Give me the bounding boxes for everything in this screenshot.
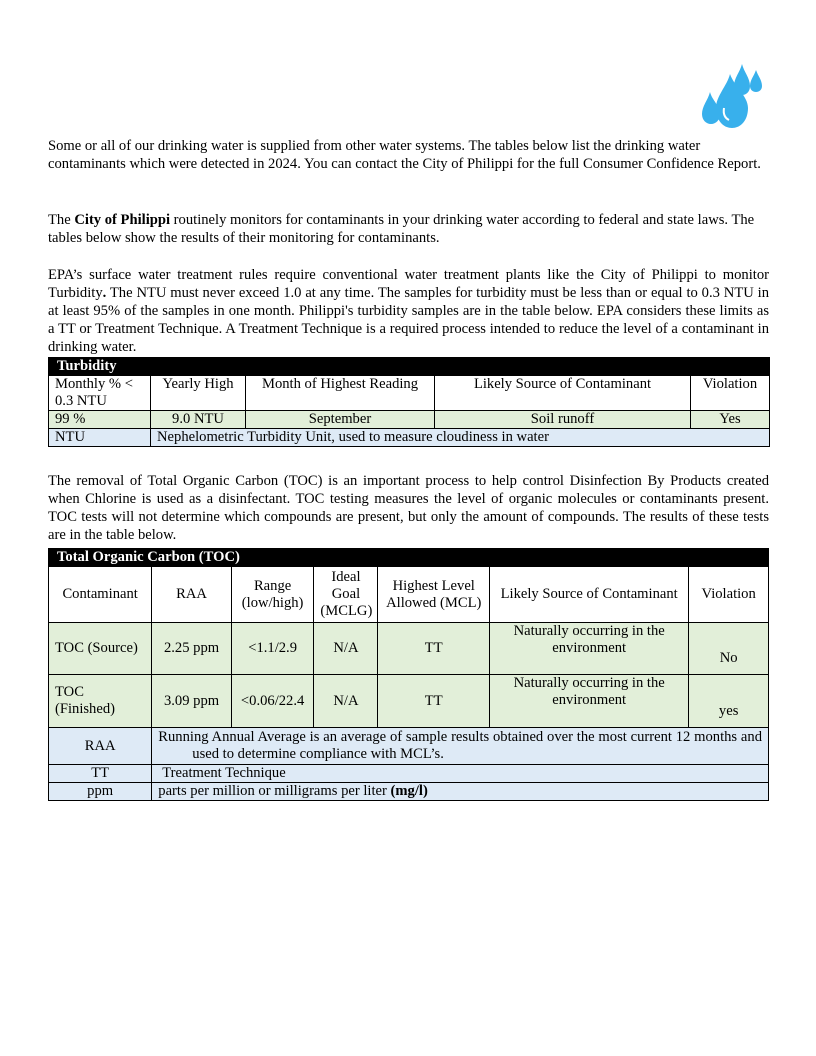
toc-cell-range: <0.06/22.4 [231, 675, 314, 728]
toc-cell-source: Naturally occurring in the environment [490, 675, 689, 728]
turbidity-table [48, 357, 770, 447]
turbidity-table-title: Turbidity [49, 358, 770, 376]
toc-cell-raa: 2.25 ppm [152, 623, 232, 675]
toc-header-range: Range (low/high) [231, 567, 314, 623]
intro-paragraph-1: Some or all of our drinking water is supplied from other water systems. The tables below list the drinking water contaminants which were detected in 2024. You can contact the City of Philippi for the full Consumer Confidence Report. [48, 138, 761, 172]
definition-text: Treatment Technique [152, 765, 769, 783]
turbidity-cell-violation: Yes [691, 411, 770, 429]
turbidity-cell-yearly-high: 9.0 NTU [151, 411, 246, 429]
table-row [49, 623, 769, 675]
toc-header-violation: Violation [689, 567, 769, 623]
toc-header-raa: RAA [152, 567, 232, 623]
water-drops-icon [696, 62, 768, 134]
definition-row [49, 728, 769, 765]
definition-text: Nephelometric Turbidity Unit, used to measure cloudiness in water [151, 429, 770, 447]
definition-text: parts per million or milligrams per liter (mg/l) [152, 783, 769, 801]
turbidity-cell-month: September [246, 411, 435, 429]
definition-row [49, 765, 769, 783]
toc-cell-range: <1.1/2.9 [231, 623, 314, 675]
definition-term: TT [49, 765, 152, 783]
toc-header-contaminant: Contaminant [49, 567, 152, 623]
turbidity-header-monthly: Monthly % < 0.3 NTU [49, 376, 151, 411]
toc-cell-source: Naturally occurring in the environment [490, 623, 689, 675]
toc-cell-mclg: N/A [314, 675, 378, 728]
city-name: City of Philippi [74, 212, 171, 228]
toc-cell-raa: 3.09 ppm [152, 675, 232, 728]
definition-row [49, 429, 770, 447]
toc-table [48, 548, 769, 801]
turbidity-paragraph: EPA’s surface water treatment rules require conventional water treatment plants like the City of Philippi to monitor Turbidity. The NTU must never exceed 1.0 at any time. The samples for turbidity must be less than or equal to 0.3 NTU in at least 95% of the samples in one month. Philippi's turbidity samples are in the table below. EPA considers these limits as a TT or Treatment Technique. A Treatment Technique is a required process intended to reduce the level of a contaminant in drinking water. [48, 267, 769, 355]
toc-header-source: Likely Source of Contaminant [490, 567, 689, 623]
toc-cell-mcl: TT [378, 623, 490, 675]
toc-cell-contaminant: TOC (Source) [49, 623, 152, 675]
toc-paragraph: The removal of Total Organic Carbon (TOC) is an important process to help control Disinfection By Products created when Chlorine is used as a disinfectant. TOC testing measures the level of organic molecules or contaminants present. TOC tests will not determine which compounds are present, but only the amount of compounds. The results of these tests are in the table below. [48, 473, 769, 543]
toc-cell-mclg: N/A [314, 623, 378, 675]
intro-paragraph-2: The City of Philippi routinely monitors for contaminants in your drinking water according to federal and state laws. The tables below show the results of their monitoring for contaminants. [48, 212, 755, 246]
table-row [49, 675, 769, 728]
toc-cell-violation: No [689, 623, 769, 675]
toc-cell-mcl: TT [378, 675, 490, 728]
definition-term: NTU [49, 429, 151, 447]
turbidity-cell-monthly: 99 % [49, 411, 151, 429]
toc-header-mclg: Ideal Goal (MCLG) [314, 567, 378, 623]
definition-row [49, 783, 769, 801]
turbidity-header-violation: Violation [691, 376, 770, 411]
turbidity-header-source: Likely Source of Contaminant [435, 376, 691, 411]
toc-cell-contaminant: TOC (Finished) [49, 675, 152, 728]
toc-header-mcl: Highest Level Allowed (MCL) [378, 567, 490, 623]
toc-cell-violation: yes [689, 675, 769, 728]
toc-table-title: Total Organic Carbon (TOC) [49, 549, 769, 567]
table-row [49, 411, 770, 429]
definition-text: Running Annual Average is an average of sample results obtained over the most current 12 months and used to determine compliance with MCL’s. [152, 728, 769, 765]
definition-term: RAA [49, 728, 152, 765]
turbidity-header-month: Month of Highest Reading [246, 376, 435, 411]
turbidity-cell-source: Soil runoff [435, 411, 691, 429]
turbidity-header-yearly-high: Yearly High [151, 376, 246, 411]
definition-term: ppm [49, 783, 152, 801]
